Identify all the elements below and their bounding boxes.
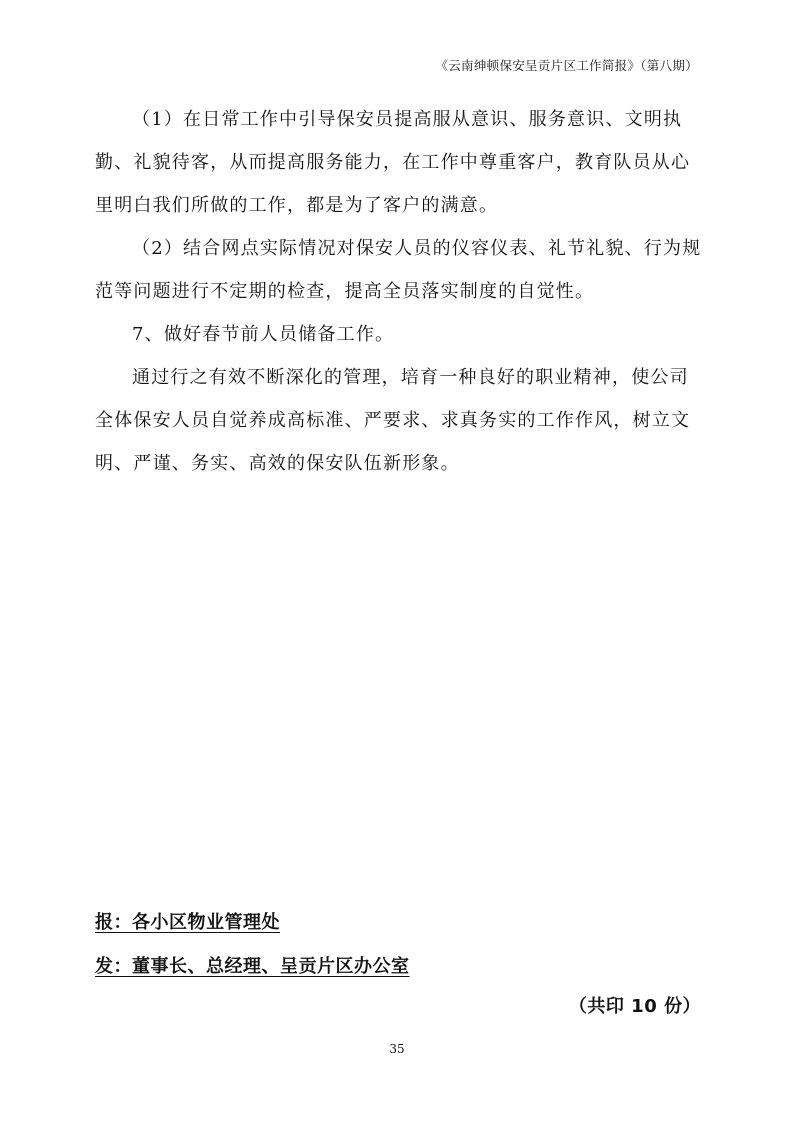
paragraph-4: 通过行之有效不断深化的管理，培育一种良好的职业精神，使公司全体保安人员自觉养成高标准、严要求、求真务实的工作作风，树立文明、严谨、务实、高效的保安队伍新形象。 [95, 367, 691, 474]
running-header: 《云南绅顿保安呈贡片区工作简报》（第八期） [435, 58, 698, 73]
paragraph-2: （2）结合网点实际情况对保安人员的仪容仪表、礼节礼貌、行为规范等问题进行不定期的检查，提高全员落实制度的自觉性。 [95, 238, 702, 302]
body-text [95, 98, 705, 485]
paragraph-1: （1）在日常工作中引导保安员提高服从意识、服务意识、文明执勤、礼貌待客，从而提高服务能力，在工作中尊重客户，教育队员从心里明白我们所做的工作，都是为了客户的满意。 [95, 109, 691, 216]
report-to-line: 报：各小区物业管理处 [95, 912, 280, 933]
paragraph-3: 7、做好春节前人员储备工作。 [132, 324, 395, 345]
copies-count: （共印 10 份） [568, 996, 701, 1017]
send-to-line: 发：董事长、总经理、呈贡片区办公室 [95, 956, 410, 977]
page-number: 35 [389, 1042, 405, 1056]
